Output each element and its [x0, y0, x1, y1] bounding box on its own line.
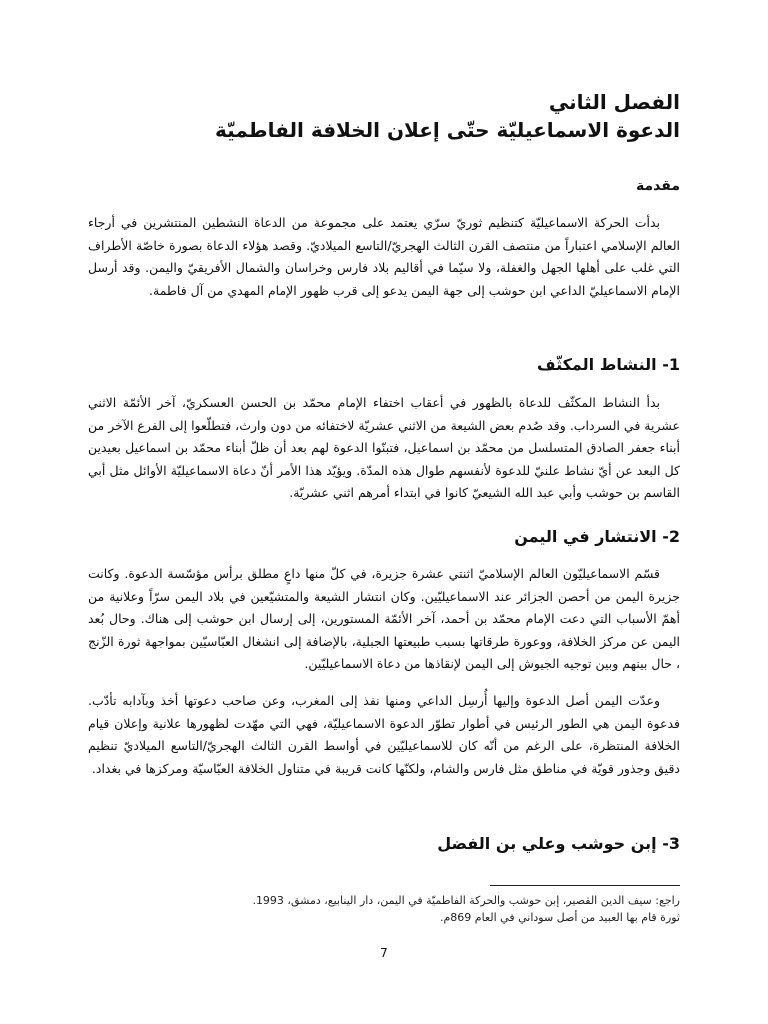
intro-heading: مقدمة	[636, 178, 680, 194]
footnote-divider	[490, 885, 680, 886]
chapter-header	[80, 88, 680, 144]
footnotes	[88, 892, 680, 926]
footnote-1: راجع: سيف الدين القصير، إبن حوشب والحركة الفاطميّة في اليمن، دار الينابيع، دمشق، 1993.	[252, 894, 680, 907]
section-2-paragraph-2: وعدّت اليمن أصل الدعوة وإليها أُرسِل الداعي ومنها نفذ إلى المغرب، وعن صاحب دعوتها أخذ وبآدابه تأدّب. فدعوة اليمن هي الطور الرئيس في أطوار تطوّر الدعوة الاسماعيليّة، فهي التي مهّدت لظهورها علانية وإعلان قيام الخلافة المنتظرة، على الرغم من أنّه كان للاسماعيليّين في أواسط القرن الثالث الهجريّ/التاسع الميلاديّ تنظيم دقيق وجذور قويّة في مناطق مثل فارس والشام، ولكنّها كانت قريبة في متناول الخلافة العبّاسيّة ومركزها في بغداد.	[88, 693, 680, 776]
chapter-title: الدعوة الاسماعيليّة حتّى إعلان الخلافة الفاطميّة	[215, 118, 680, 142]
footnote-2: ثورة قام بها العبيد من أصل سوداني في العام 869م.	[439, 911, 680, 924]
section-heading-1: 1- النشاط المكثّف	[537, 355, 680, 374]
chapter-label: الفصل الثاني	[548, 90, 680, 114]
section-heading-3: 3- إبن حوشب وعلي بن الفضل	[437, 834, 680, 853]
section-1-paragraph-1: بدأ النشاط المكثّف للدعاة بالظهور في أعقاب اختفاء الإمام محمّد بن الحسن العسكريّ، آخر الأئمّة الاثني عشرية في السرداب. وقد صُدم بعض الشيعة من الاثني عشريّة لاختفائه من دون وارث، فتطلّعوا إلى الفرع الآخر من أبناء جعفر الصادق المتسلسل من محمّد بن اسماعيل، فتبنّوا الدعوة لهم بعد أن ظلّ أبناء محمّد بن اسماعيل بعيدين كل البعد عن أيّ نشاط علنيّ للدعوة لأنفسهم طوال هذه المدّة. ويؤيّد هذا الأمر أنّ دعاة الاسماعيليّة الأوائل مثل أبي القاسم بن حوشب وأبي عبد الله الشيعيّ كانوا في ابتداء أمرهم اثني عشريّة.	[88, 395, 680, 500]
intro-paragraph: بدأت الحركة الاسماعيليّة كتنظيم ثوريّ سرّي يعتمد على مجموعة من الدعاة النشطين المنتشرين في أرجاء العالم الإسلامي اعتباراً من منتصف القرن الثالث الهجريّ/التاسع الميلاديّ. وقصد هؤلاء الدعاة بصورة خاصّة الأطراف التي غلب على أهلها الجهل والغفلة، ولا سيّما في أقاليم بلاد فارس وخراسان والشمال الأفريقيّ واليمن. وقد أرسل الإمام الاسماعيليّ الداعي ابن حوشب إلى جهة اليمن يدعو إلى قرب ظهور الإمام المهدي من آل فاطمة.	[88, 215, 680, 298]
page-number: 7	[380, 946, 388, 960]
section-2-paragraph-1: قسّم الاسماعيليّون العالم الإسلاميّ اثنتي عشرة جزيرة، في كلّ منها داعٍ مطلق برأس مؤسّسة الدعوة. وكانت جزيرة اليمن من أحصن الجزائر عند الاسماعيليّين. وكان انتشار الشيعة والمتشيّعين في بلاد اليمن سرّاً وعلانية من أهمّ الأسباب التي دعت الإمام محمّد بن أحمد، آخر الأئمّة المستورين، إلى إرسال ابن حوشب إلى هناك. وحال بُعد اليمن عن مركز الخلافة، ووعورة طرقاتها بسبب طبيعتها الجبلية، بالإضافة إلى انشغال العبّاسيّين بمواجهة ثورة الزّنج ، حال بينهم وبين توجيه الجيوش إلى اليمن لإنقاذها من دعاة الاسماعيليّين.	[88, 566, 680, 671]
section-heading-2: 2- الانتشار في اليمن	[514, 527, 680, 546]
